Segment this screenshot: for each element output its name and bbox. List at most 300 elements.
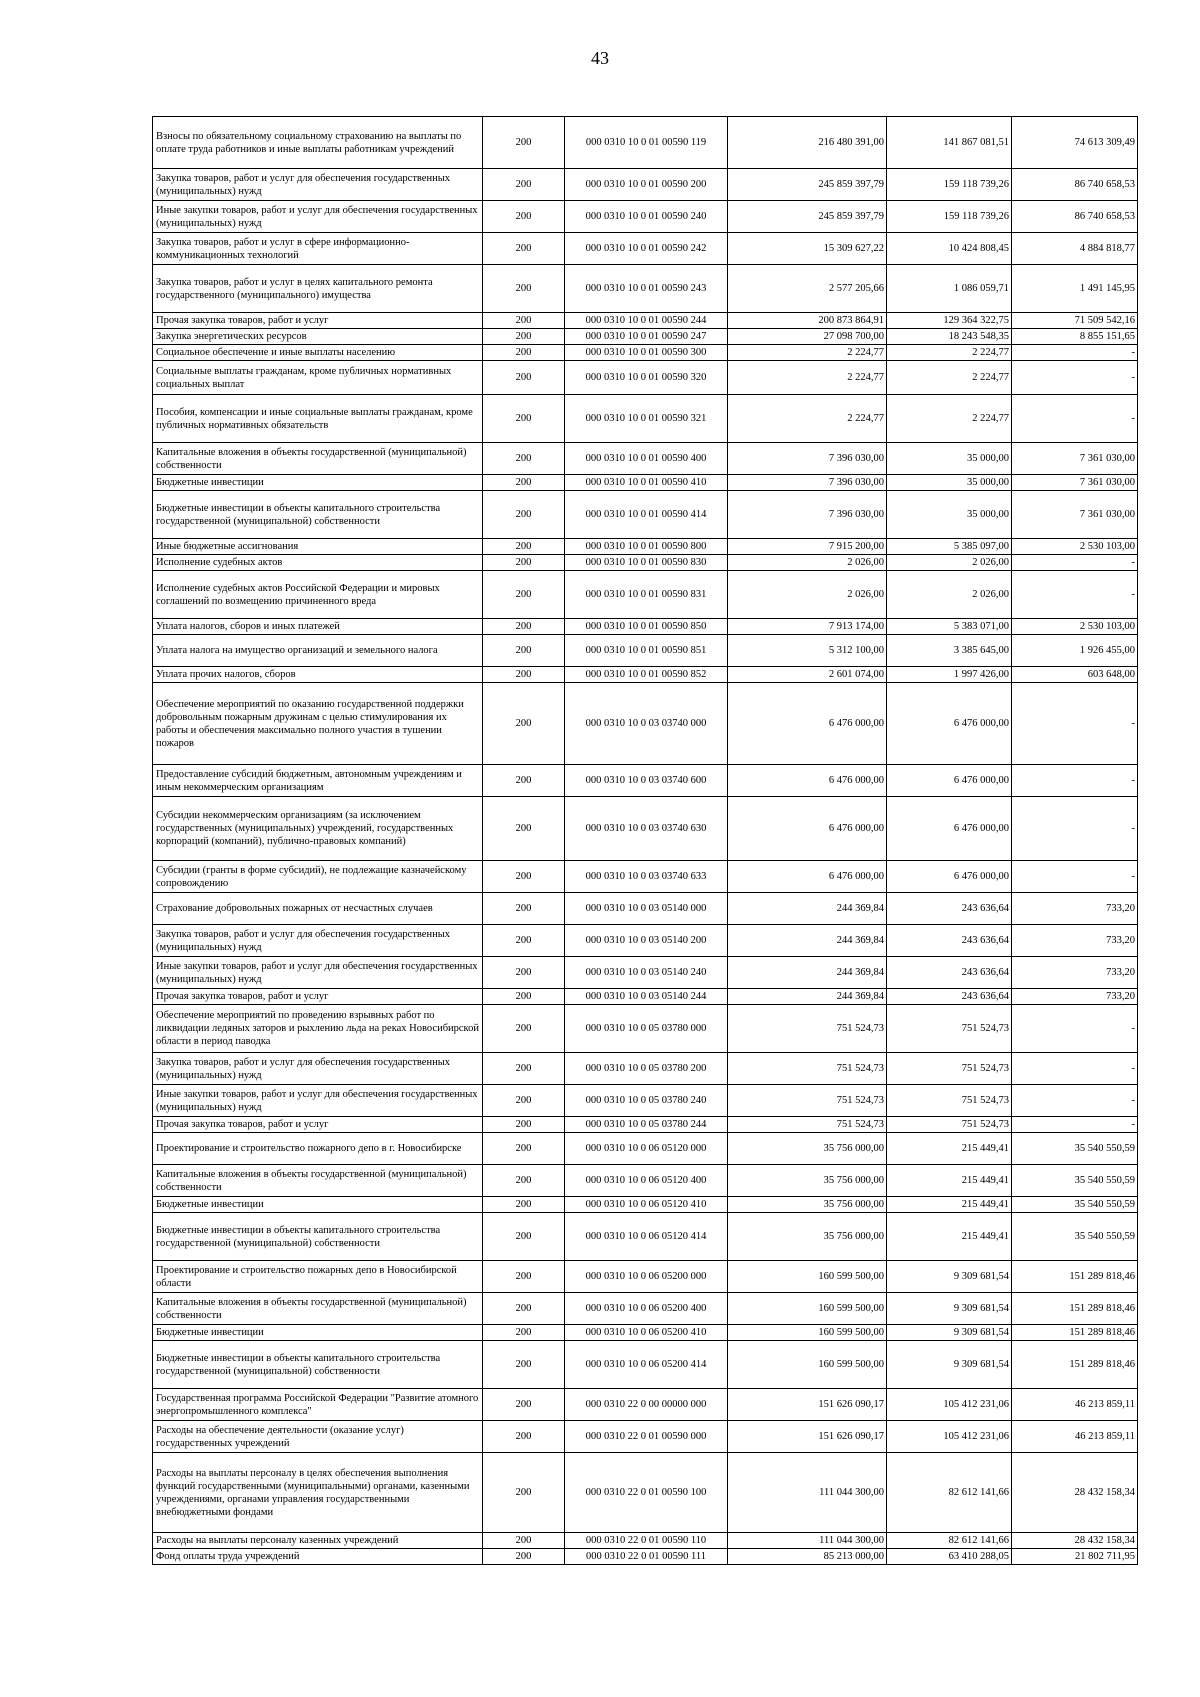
- table-row: [153, 169, 1138, 201]
- table-row: [153, 957, 1138, 989]
- admin-code: 200: [483, 1053, 565, 1085]
- table-row: [153, 361, 1138, 395]
- admin-code: 200: [483, 233, 565, 265]
- approved-amount: 2 577 205,66: [728, 265, 887, 313]
- admin-code: 200: [483, 1389, 565, 1421]
- admin-code: 200: [483, 667, 565, 683]
- admin-code: 200: [483, 1421, 565, 1453]
- budget-code: 000 0310 10 0 01 00590 831: [565, 571, 728, 619]
- table-row: [153, 313, 1138, 329]
- executed-amount: 9 309 681,54: [887, 1325, 1012, 1341]
- approved-amount: 160 599 500,00: [728, 1293, 887, 1325]
- admin-code: 200: [483, 1085, 565, 1117]
- row-name: Бюджетные инвестиции в объекты капитального строительства государственной (муниципальной) собственности: [153, 1341, 483, 1389]
- budget-code: 000 0310 22 0 00 00000 000: [565, 1389, 728, 1421]
- row-name: Социальное обеспечение и иные выплаты населению: [153, 345, 483, 361]
- approved-amount: 751 524,73: [728, 1053, 887, 1085]
- budget-code: 000 0310 10 0 06 05200 414: [565, 1341, 728, 1389]
- approved-amount: 160 599 500,00: [728, 1341, 887, 1389]
- row-name: Бюджетные инвестиции: [153, 475, 483, 491]
- executed-amount: 1 997 426,00: [887, 667, 1012, 683]
- executed-amount: 215 449,41: [887, 1197, 1012, 1213]
- admin-code: 200: [483, 1549, 565, 1565]
- budget-code: 000 0310 10 0 01 00590 321: [565, 395, 728, 443]
- admin-code: 200: [483, 395, 565, 443]
- row-name: Уплата прочих налогов, сборов: [153, 667, 483, 683]
- budget-code: 000 0310 10 0 01 00590 247: [565, 329, 728, 345]
- executed-amount: 751 524,73: [887, 1053, 1012, 1085]
- admin-code: 200: [483, 475, 565, 491]
- budget-code: 000 0310 10 0 03 03740 000: [565, 683, 728, 765]
- admin-code: 200: [483, 619, 565, 635]
- row-name: Государственная программа Российской Федерации "Развитие атомного энергопромышленного комплекса": [153, 1389, 483, 1421]
- budget-code: 000 0310 10 0 03 05140 244: [565, 989, 728, 1005]
- admin-code: 200: [483, 313, 565, 329]
- executed-amount: 10 424 808,45: [887, 233, 1012, 265]
- remaining-amount: 151 289 818,46: [1012, 1261, 1138, 1293]
- budget-code: 000 0310 22 0 01 00590 111: [565, 1549, 728, 1565]
- table-row: [153, 925, 1138, 957]
- table-row: [153, 1341, 1138, 1389]
- row-name: Иные бюджетные ассигнования: [153, 539, 483, 555]
- table-row: [153, 1085, 1138, 1117]
- executed-amount: 9 309 681,54: [887, 1293, 1012, 1325]
- row-name: Бюджетные инвестиции: [153, 1325, 483, 1341]
- executed-amount: 2 026,00: [887, 571, 1012, 619]
- remaining-amount: 28 432 158,34: [1012, 1453, 1138, 1533]
- remaining-amount: 71 509 542,16: [1012, 313, 1138, 329]
- table-row: [153, 1453, 1138, 1533]
- budget-code: 000 0310 10 0 03 03740 600: [565, 765, 728, 797]
- admin-code: 200: [483, 683, 565, 765]
- budget-code: 000 0310 10 0 06 05200 410: [565, 1325, 728, 1341]
- budget-code: 000 0310 10 0 01 00590 240: [565, 201, 728, 233]
- remaining-amount: -: [1012, 861, 1138, 893]
- executed-amount: 6 476 000,00: [887, 797, 1012, 861]
- table-row: [153, 989, 1138, 1005]
- budget-code: 000 0310 10 0 01 00590 851: [565, 635, 728, 667]
- admin-code: 200: [483, 345, 565, 361]
- remaining-amount: -: [1012, 683, 1138, 765]
- table-row: [153, 1197, 1138, 1213]
- admin-code: 200: [483, 797, 565, 861]
- remaining-amount: 7 361 030,00: [1012, 475, 1138, 491]
- approved-amount: 2 224,77: [728, 395, 887, 443]
- row-name: Взносы по обязательному социальному страхованию на выплаты по оплате труда работников и иные выплаты работникам учреждений: [153, 117, 483, 169]
- approved-amount: 151 626 090,17: [728, 1421, 887, 1453]
- row-name: Проектирование и строительство пожарных депо в Новосибирской области: [153, 1261, 483, 1293]
- table-row: [153, 1117, 1138, 1133]
- executed-amount: 159 118 739,26: [887, 201, 1012, 233]
- remaining-amount: 86 740 658,53: [1012, 169, 1138, 201]
- table-row: [153, 797, 1138, 861]
- row-name: Бюджетные инвестиции в объекты капитального строительства государственной (муниципальной) собственности: [153, 1213, 483, 1261]
- row-name: Страхование добровольных пожарных от несчастных случаев: [153, 893, 483, 925]
- budget-code: 000 0310 10 0 05 03780 244: [565, 1117, 728, 1133]
- table-row: [153, 539, 1138, 555]
- budget-code: 000 0310 10 0 01 00590 830: [565, 555, 728, 571]
- remaining-amount: 151 289 818,46: [1012, 1325, 1138, 1341]
- budget-code: 000 0310 10 0 06 05200 400: [565, 1293, 728, 1325]
- budget-code: 000 0310 10 0 06 05120 414: [565, 1213, 728, 1261]
- approved-amount: 7 915 200,00: [728, 539, 887, 555]
- row-name: Предоставление субсидий бюджетным, автономным учреждениям и иным некоммерческим организациям: [153, 765, 483, 797]
- executed-amount: 243 636,64: [887, 893, 1012, 925]
- row-name: Обеспечение мероприятий по проведению взрывных работ по ликвидации ледяных заторов и рыхлению льда на реках Новосибирской области в период паводка: [153, 1005, 483, 1053]
- table-row: [153, 345, 1138, 361]
- remaining-amount: -: [1012, 1005, 1138, 1053]
- remaining-amount: -: [1012, 361, 1138, 395]
- table-row: [153, 555, 1138, 571]
- executed-amount: 2 026,00: [887, 555, 1012, 571]
- remaining-amount: 7 361 030,00: [1012, 443, 1138, 475]
- approved-amount: 6 476 000,00: [728, 683, 887, 765]
- table-row: [153, 1213, 1138, 1261]
- row-name: Иные закупки товаров, работ и услуг для обеспечения государственных (муниципальных) нужд: [153, 201, 483, 233]
- executed-amount: 9 309 681,54: [887, 1341, 1012, 1389]
- executed-amount: 215 449,41: [887, 1213, 1012, 1261]
- executed-amount: 18 243 548,35: [887, 329, 1012, 345]
- executed-amount: 243 636,64: [887, 989, 1012, 1005]
- admin-code: 200: [483, 1261, 565, 1293]
- admin-code: 200: [483, 361, 565, 395]
- executed-amount: 105 412 231,06: [887, 1389, 1012, 1421]
- approved-amount: 244 369,84: [728, 957, 887, 989]
- remaining-amount: 28 432 158,34: [1012, 1533, 1138, 1549]
- executed-amount: 215 449,41: [887, 1165, 1012, 1197]
- approved-amount: 245 859 397,79: [728, 201, 887, 233]
- admin-code: 200: [483, 989, 565, 1005]
- budget-code: 000 0310 10 0 01 00590 244: [565, 313, 728, 329]
- approved-amount: 7 396 030,00: [728, 475, 887, 491]
- budget-code: 000 0310 10 0 03 03740 630: [565, 797, 728, 861]
- budget-code: 000 0310 10 0 05 03780 240: [565, 1085, 728, 1117]
- admin-code: 200: [483, 555, 565, 571]
- executed-amount: 3 385 645,00: [887, 635, 1012, 667]
- approved-amount: 200 873 864,91: [728, 313, 887, 329]
- row-name: Обеспечение мероприятий по оказанию государственной поддержки добровольным пожарным дружинам с целью стимулирования их работы и обеспечения максимально полного участия в тушении пожаров: [153, 683, 483, 765]
- table-row: [153, 635, 1138, 667]
- row-name: Фонд оплаты труда учреждений: [153, 1549, 483, 1565]
- table-row: [153, 265, 1138, 313]
- row-name: Закупка товаров, работ и услуг для обеспечения государственных (муниципальных) нужд: [153, 169, 483, 201]
- budget-code: 000 0310 10 0 01 00590 320: [565, 361, 728, 395]
- approved-amount: 2 601 074,00: [728, 667, 887, 683]
- remaining-amount: 8 855 151,65: [1012, 329, 1138, 345]
- approved-amount: 35 756 000,00: [728, 1165, 887, 1197]
- row-name: Прочая закупка товаров, работ и услуг: [153, 989, 483, 1005]
- remaining-amount: 1 926 455,00: [1012, 635, 1138, 667]
- executed-amount: 6 476 000,00: [887, 765, 1012, 797]
- row-name: Бюджетные инвестиции в объекты капитального строительства государственной (муниципальной) собственности: [153, 491, 483, 539]
- budget-code: 000 0310 10 0 05 03780 000: [565, 1005, 728, 1053]
- executed-amount: 141 867 081,51: [887, 117, 1012, 169]
- budget-code: 000 0310 22 0 01 00590 110: [565, 1533, 728, 1549]
- budget-code: 000 0310 10 0 01 00590 119: [565, 117, 728, 169]
- approved-amount: 2 224,77: [728, 361, 887, 395]
- table-row: [153, 619, 1138, 635]
- remaining-amount: 1 491 145,95: [1012, 265, 1138, 313]
- executed-amount: 751 524,73: [887, 1005, 1012, 1053]
- row-name: Уплата налога на имущество организаций и земельного налога: [153, 635, 483, 667]
- executed-amount: 2 224,77: [887, 361, 1012, 395]
- row-name: Капитальные вложения в объекты государственной (муниципальной) собственности: [153, 1165, 483, 1197]
- table-row: [153, 395, 1138, 443]
- table-row: [153, 1421, 1138, 1453]
- table-row: [153, 1389, 1138, 1421]
- approved-amount: 216 480 391,00: [728, 117, 887, 169]
- table-row: [153, 1325, 1138, 1341]
- row-name: Закупка энергетических ресурсов: [153, 329, 483, 345]
- row-name: Закупка товаров, работ и услуг в целях капитального ремонта государственного (муниципального) имущества: [153, 265, 483, 313]
- approved-amount: 35 756 000,00: [728, 1213, 887, 1261]
- budget-code: 000 0310 22 0 01 00590 100: [565, 1453, 728, 1533]
- budget-code: 000 0310 10 0 03 03740 633: [565, 861, 728, 893]
- remaining-amount: 2 530 103,00: [1012, 539, 1138, 555]
- approved-amount: 160 599 500,00: [728, 1325, 887, 1341]
- executed-amount: 5 385 097,00: [887, 539, 1012, 555]
- admin-code: 200: [483, 1453, 565, 1533]
- approved-amount: 6 476 000,00: [728, 797, 887, 861]
- admin-code: 200: [483, 329, 565, 345]
- table-row: [153, 1165, 1138, 1197]
- approved-amount: 244 369,84: [728, 925, 887, 957]
- budget-code: 000 0310 10 0 03 05140 240: [565, 957, 728, 989]
- remaining-amount: 35 540 550,59: [1012, 1165, 1138, 1197]
- remaining-amount: -: [1012, 345, 1138, 361]
- approved-amount: 35 756 000,00: [728, 1133, 887, 1165]
- remaining-amount: 46 213 859,11: [1012, 1421, 1138, 1453]
- admin-code: 200: [483, 1117, 565, 1133]
- row-name: Расходы на обеспечение деятельности (оказание услуг) государственных учреждений: [153, 1421, 483, 1453]
- budget-code: 000 0310 10 0 03 05140 200: [565, 925, 728, 957]
- budget-code: 000 0310 10 0 01 00590 410: [565, 475, 728, 491]
- approved-amount: 2 224,77: [728, 345, 887, 361]
- budget-code: 000 0310 10 0 01 00590 200: [565, 169, 728, 201]
- admin-code: 200: [483, 861, 565, 893]
- executed-amount: 6 476 000,00: [887, 683, 1012, 765]
- executed-amount: 82 612 141,66: [887, 1533, 1012, 1549]
- row-name: Капитальные вложения в объекты государственной (муниципальной) собственности: [153, 1293, 483, 1325]
- row-name: Бюджетные инвестиции: [153, 1197, 483, 1213]
- remaining-amount: 733,20: [1012, 893, 1138, 925]
- approved-amount: 244 369,84: [728, 989, 887, 1005]
- approved-amount: 85 213 000,00: [728, 1549, 887, 1565]
- table-row: [153, 1005, 1138, 1053]
- remaining-amount: 151 289 818,46: [1012, 1293, 1138, 1325]
- remaining-amount: 603 648,00: [1012, 667, 1138, 683]
- row-name: Закупка товаров, работ и услуг для обеспечения государственных (муниципальных) нужд: [153, 925, 483, 957]
- row-name: Прочая закупка товаров, работ и услуг: [153, 1117, 483, 1133]
- remaining-amount: 35 540 550,59: [1012, 1213, 1138, 1261]
- admin-code: 200: [483, 169, 565, 201]
- table-row: [153, 117, 1138, 169]
- admin-code: 200: [483, 443, 565, 475]
- row-name: Иные закупки товаров, работ и услуг для обеспечения государственных (муниципальных) нужд: [153, 1085, 483, 1117]
- admin-code: 200: [483, 539, 565, 555]
- admin-code: 200: [483, 117, 565, 169]
- admin-code: 200: [483, 571, 565, 619]
- executed-amount: 6 476 000,00: [887, 861, 1012, 893]
- executed-amount: 159 118 739,26: [887, 169, 1012, 201]
- table-row: [153, 1261, 1138, 1293]
- executed-amount: 105 412 231,06: [887, 1421, 1012, 1453]
- approved-amount: 5 312 100,00: [728, 635, 887, 667]
- executed-amount: 35 000,00: [887, 491, 1012, 539]
- admin-code: 200: [483, 1005, 565, 1053]
- table-row: [153, 1133, 1138, 1165]
- row-name: Расходы на выплаты персоналу в целях обеспечения выполнения функций государственными (муниципальными) органами, казенными учреждениями, органами управления государственными внебюджетными фондами: [153, 1453, 483, 1533]
- approved-amount: 15 309 627,22: [728, 233, 887, 265]
- table-row: [153, 1053, 1138, 1085]
- admin-code: 200: [483, 765, 565, 797]
- executed-amount: 751 524,73: [887, 1117, 1012, 1133]
- remaining-amount: -: [1012, 797, 1138, 861]
- executed-amount: 129 364 322,75: [887, 313, 1012, 329]
- row-name: Субсидии некоммерческим организациям (за исключением государственных (муниципальных) учреждений, государственных корпораций (компаний), публично-правовых компаний): [153, 797, 483, 861]
- remaining-amount: 733,20: [1012, 957, 1138, 989]
- admin-code: 200: [483, 1325, 565, 1341]
- table-row: [153, 765, 1138, 797]
- admin-code: 200: [483, 1213, 565, 1261]
- remaining-amount: 7 361 030,00: [1012, 491, 1138, 539]
- admin-code: 200: [483, 893, 565, 925]
- remaining-amount: 35 540 550,59: [1012, 1133, 1138, 1165]
- admin-code: 200: [483, 1197, 565, 1213]
- table-row: [153, 861, 1138, 893]
- executed-amount: 2 224,77: [887, 395, 1012, 443]
- executed-amount: 63 410 288,05: [887, 1549, 1012, 1565]
- executed-amount: 35 000,00: [887, 475, 1012, 491]
- row-name: Социальные выплаты гражданам, кроме публичных нормативных социальных выплат: [153, 361, 483, 395]
- approved-amount: 7 396 030,00: [728, 491, 887, 539]
- executed-amount: 243 636,64: [887, 925, 1012, 957]
- executed-amount: 243 636,64: [887, 957, 1012, 989]
- remaining-amount: 46 213 859,11: [1012, 1389, 1138, 1421]
- admin-code: 200: [483, 1533, 565, 1549]
- admin-code: 200: [483, 957, 565, 989]
- row-name: Прочая закупка товаров, работ и услуг: [153, 313, 483, 329]
- table-body: [153, 117, 1138, 1565]
- table-row: [153, 1533, 1138, 1549]
- row-name: Исполнение судебных актов Российской Федерации и мировых соглашений по возмещению причиненного вреда: [153, 571, 483, 619]
- remaining-amount: -: [1012, 395, 1138, 443]
- executed-amount: 82 612 141,66: [887, 1453, 1012, 1533]
- budget-code: 000 0310 10 0 06 05120 000: [565, 1133, 728, 1165]
- admin-code: 200: [483, 1165, 565, 1197]
- row-name: Уплата налогов, сборов и иных платежей: [153, 619, 483, 635]
- executed-amount: 5 383 071,00: [887, 619, 1012, 635]
- remaining-amount: 35 540 550,59: [1012, 1197, 1138, 1213]
- budget-code: 000 0310 10 0 01 00590 300: [565, 345, 728, 361]
- remaining-amount: -: [1012, 571, 1138, 619]
- budget-code: 000 0310 10 0 03 05140 000: [565, 893, 728, 925]
- approved-amount: 160 599 500,00: [728, 1261, 887, 1293]
- remaining-amount: -: [1012, 1053, 1138, 1085]
- table-row: [153, 329, 1138, 345]
- row-name: Пособия, компенсации и иные социальные выплаты гражданам, кроме публичных нормативных обязательств: [153, 395, 483, 443]
- approved-amount: 6 476 000,00: [728, 765, 887, 797]
- remaining-amount: 74 613 309,49: [1012, 117, 1138, 169]
- approved-amount: 7 396 030,00: [728, 443, 887, 475]
- admin-code: 200: [483, 635, 565, 667]
- approved-amount: 111 044 300,00: [728, 1533, 887, 1549]
- row-name: Закупка товаров, работ и услуг в сфере информационно-коммуникационных технологий: [153, 233, 483, 265]
- approved-amount: 2 026,00: [728, 555, 887, 571]
- budget-table: [152, 116, 1138, 1565]
- budget-code: 000 0310 10 0 01 00590 850: [565, 619, 728, 635]
- budget-code: 000 0310 22 0 01 00590 000: [565, 1421, 728, 1453]
- remaining-amount: 733,20: [1012, 989, 1138, 1005]
- approved-amount: 7 913 174,00: [728, 619, 887, 635]
- remaining-amount: 2 530 103,00: [1012, 619, 1138, 635]
- table-row: [153, 233, 1138, 265]
- executed-amount: 215 449,41: [887, 1133, 1012, 1165]
- budget-code: 000 0310 10 0 06 05120 410: [565, 1197, 728, 1213]
- admin-code: 200: [483, 1133, 565, 1165]
- approved-amount: 751 524,73: [728, 1005, 887, 1053]
- budget-code: 000 0310 10 0 05 03780 200: [565, 1053, 728, 1085]
- admin-code: 200: [483, 201, 565, 233]
- budget-code: 000 0310 10 0 01 00590 400: [565, 443, 728, 475]
- executed-amount: 9 309 681,54: [887, 1261, 1012, 1293]
- executed-amount: 751 524,73: [887, 1085, 1012, 1117]
- remaining-amount: 733,20: [1012, 925, 1138, 957]
- budget-code: 000 0310 10 0 01 00590 242: [565, 233, 728, 265]
- remaining-amount: -: [1012, 765, 1138, 797]
- row-name: Закупка товаров, работ и услуг для обеспечения государственных (муниципальных) нужд: [153, 1053, 483, 1085]
- table-row: [153, 475, 1138, 491]
- budget-code: 000 0310 10 0 01 00590 852: [565, 667, 728, 683]
- table-row: [153, 491, 1138, 539]
- remaining-amount: -: [1012, 1085, 1138, 1117]
- row-name: Иные закупки товаров, работ и услуг для обеспечения государственных (муниципальных) нужд: [153, 957, 483, 989]
- budget-code: 000 0310 10 0 01 00590 414: [565, 491, 728, 539]
- budget-code: 000 0310 10 0 06 05120 400: [565, 1165, 728, 1197]
- table-row: [153, 443, 1138, 475]
- remaining-amount: 4 884 818,77: [1012, 233, 1138, 265]
- approved-amount: 111 044 300,00: [728, 1453, 887, 1533]
- remaining-amount: 86 740 658,53: [1012, 201, 1138, 233]
- approved-amount: 6 476 000,00: [728, 861, 887, 893]
- approved-amount: 245 859 397,79: [728, 169, 887, 201]
- row-name: Капитальные вложения в объекты государственной (муниципальной) собственности: [153, 443, 483, 475]
- row-name: Проектирование и строительство пожарного депо в г. Новосибирске: [153, 1133, 483, 1165]
- approved-amount: 751 524,73: [728, 1085, 887, 1117]
- remaining-amount: -: [1012, 555, 1138, 571]
- budget-code: 000 0310 10 0 01 00590 243: [565, 265, 728, 313]
- table-row: [153, 1549, 1138, 1565]
- table-row: [153, 571, 1138, 619]
- row-name: Исполнение судебных актов: [153, 555, 483, 571]
- budget-code: 000 0310 10 0 06 05200 000: [565, 1261, 728, 1293]
- admin-code: 200: [483, 1293, 565, 1325]
- approved-amount: 27 098 700,00: [728, 329, 887, 345]
- executed-amount: 35 000,00: [887, 443, 1012, 475]
- admin-code: 200: [483, 491, 565, 539]
- executed-amount: 1 086 059,71: [887, 265, 1012, 313]
- approved-amount: 151 626 090,17: [728, 1389, 887, 1421]
- approved-amount: 35 756 000,00: [728, 1197, 887, 1213]
- approved-amount: 2 026,00: [728, 571, 887, 619]
- remaining-amount: 21 802 711,95: [1012, 1549, 1138, 1565]
- remaining-amount: 151 289 818,46: [1012, 1341, 1138, 1389]
- approved-amount: 244 369,84: [728, 893, 887, 925]
- row-name: Расходы на выплаты персоналу казенных учреждений: [153, 1533, 483, 1549]
- table-row: [153, 667, 1138, 683]
- table-row: [153, 683, 1138, 765]
- budget-code: 000 0310 10 0 01 00590 800: [565, 539, 728, 555]
